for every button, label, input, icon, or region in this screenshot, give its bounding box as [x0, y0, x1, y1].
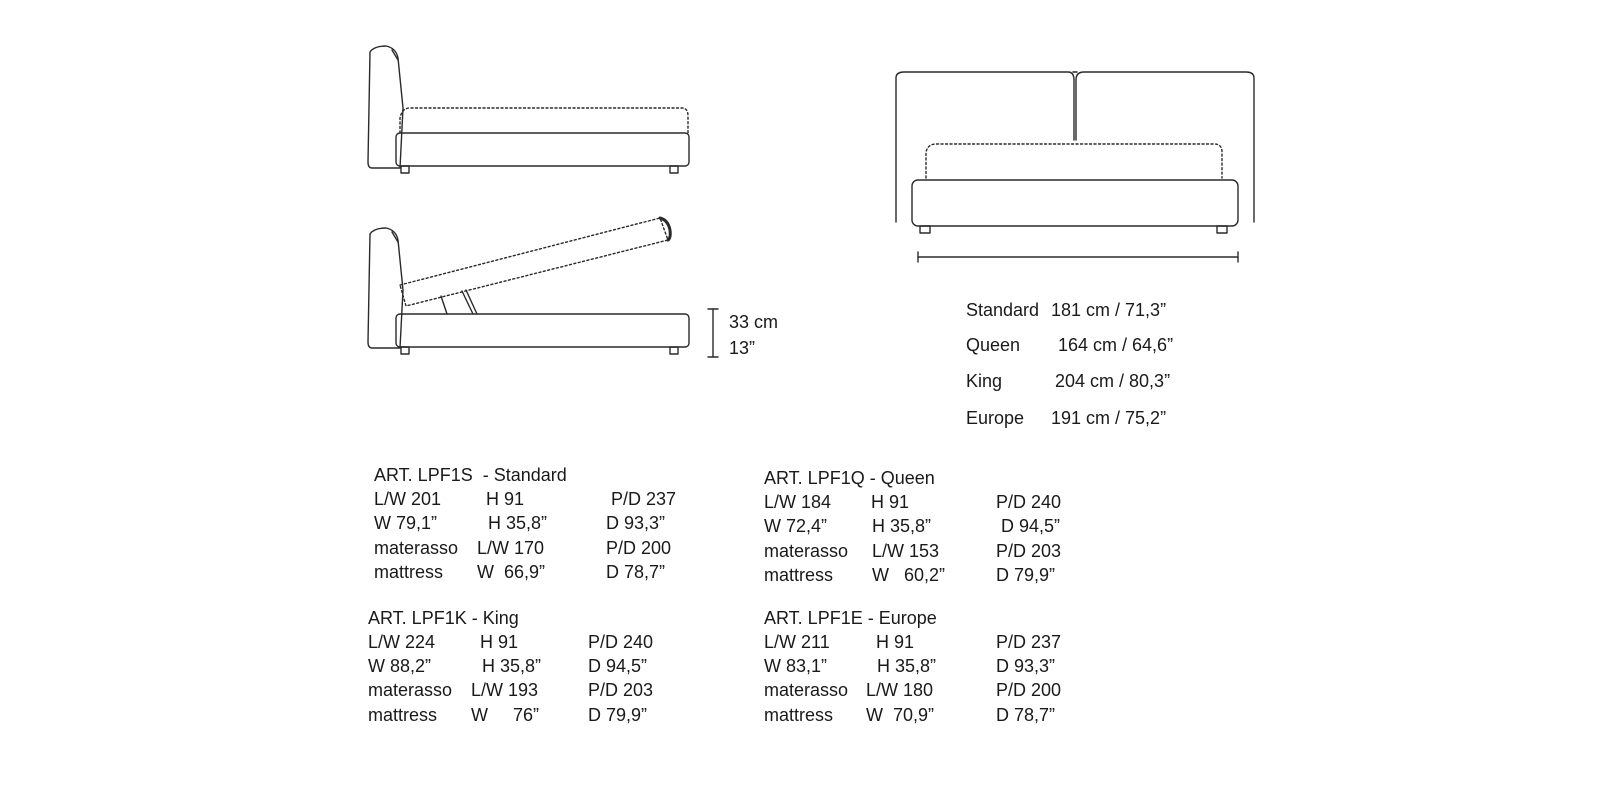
height-metric-label: 33 cm	[729, 312, 779, 332]
spec-cell: W 76”	[471, 705, 540, 725]
spec-cell: H 91	[480, 632, 519, 652]
spec-cell: P/D 200	[606, 538, 672, 558]
spec-cell: W 70,9”	[866, 705, 935, 725]
width-size-label: Standard	[966, 300, 1040, 320]
spec-cell: P/D 237	[996, 632, 1062, 652]
spec-cell: H 35,8”	[877, 656, 937, 676]
spec-cell: P/D 240	[996, 492, 1062, 512]
spec-cell: W 72,4”	[764, 516, 828, 536]
spec-cell: H 35,8”	[482, 656, 542, 676]
spec-cell: H 35,8”	[872, 516, 932, 536]
spec-cell: H 91	[876, 632, 915, 652]
width-value: 164 cm / 64,6”	[1058, 335, 1174, 355]
article-title: ART. LPF1Q - Queen	[764, 468, 935, 488]
spec-cell: H 91	[871, 492, 910, 512]
width-size-label: Queen	[966, 335, 1021, 355]
spec-cell: P/D 203	[996, 541, 1062, 561]
spec-cell: materasso	[764, 680, 849, 700]
spec-cell: P/D 240	[588, 632, 654, 652]
width-size-label: King	[966, 371, 1003, 391]
spec-cell: W 88,2”	[368, 656, 432, 676]
spec-cell: L/W 201	[374, 489, 442, 509]
width-value: 181 cm / 71,3”	[1051, 300, 1167, 320]
width-value: 204 cm / 80,3”	[1055, 371, 1171, 391]
spec-cell: D 93,3”	[996, 656, 1056, 676]
front-view-drawing	[896, 72, 1254, 262]
spec-cell: D 94,5”	[1001, 516, 1061, 536]
height-imperial-label: 13”	[729, 338, 756, 358]
spec-cell: D 94,5”	[588, 656, 648, 676]
width-value: 191 cm / 75,2”	[1051, 408, 1167, 428]
spec-cell: H 91	[486, 489, 525, 509]
article-title: ART. LPF1S - Standard	[374, 465, 567, 485]
spec-cell: L/W 153	[872, 541, 940, 561]
spec-cell: L/W 211	[764, 632, 830, 652]
spec-cell: W 79,1”	[374, 513, 438, 533]
width-size-label: Europe	[966, 408, 1025, 428]
spec-cell: D 79,9”	[996, 565, 1056, 585]
spec-cell: materasso	[374, 538, 459, 558]
spec-cell: mattress	[764, 565, 834, 585]
spec-cell: D 78,7”	[606, 562, 666, 582]
side-view-closed-drawing	[368, 46, 689, 173]
spec-cell: materasso	[368, 680, 453, 700]
spec-cell: P/D 200	[996, 680, 1062, 700]
spec-cell: P/D 203	[588, 680, 654, 700]
spec-cell: L/W 180	[866, 680, 934, 700]
spec-cell: L/W 184	[764, 492, 832, 512]
article-title: ART. LPF1E - Europe	[764, 608, 937, 628]
spec-cell: mattress	[764, 705, 834, 725]
side-view-open-drawing	[368, 218, 718, 357]
spec-cell: W 66,9”	[477, 562, 546, 582]
spec-cell: mattress	[374, 562, 444, 582]
spec-cell: H 35,8”	[488, 513, 548, 533]
spec-cell: mattress	[368, 705, 438, 725]
spec-cell: materasso	[764, 541, 849, 561]
spec-cell: L/W 193	[471, 680, 539, 700]
spec-cell: W 83,1”	[764, 656, 828, 676]
spec-cell: L/W 224	[368, 632, 436, 652]
spec-cell: D 93,3”	[606, 513, 666, 533]
spec-cell: D 79,9”	[588, 705, 648, 725]
article-title: ART. LPF1K - King	[368, 608, 519, 628]
spec-cell: P/D 237	[611, 489, 677, 509]
spec-cell: D 78,7”	[996, 705, 1056, 725]
spec-cell: L/W 170	[477, 538, 545, 558]
spec-cell: W 60,2”	[872, 565, 946, 585]
